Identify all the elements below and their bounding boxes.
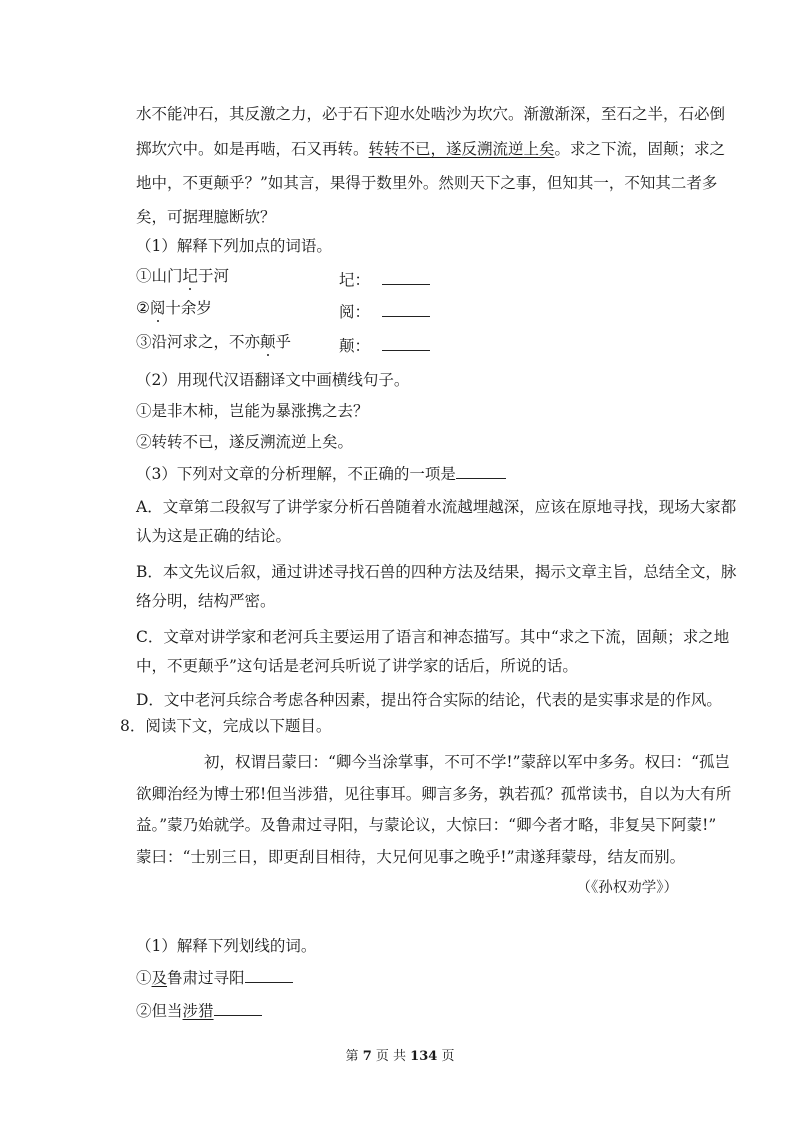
answer-label: 阅： [339, 303, 371, 321]
option-a-line-1: A．文章第二段叙写了讲学家分析石兽随着水流越埋越深，应该在原地寻找，现场大家都 [136, 498, 737, 516]
dotted-char: 颠 [260, 333, 276, 351]
page-number: 7 [362, 1049, 372, 1064]
q8-heading: 8．阅读下文，完成以下题目。 [120, 717, 332, 735]
option-b-line-2: 络分明，结构严密。 [136, 592, 276, 610]
answer-blank[interactable] [456, 464, 506, 479]
q2-prompt: （2）用现代汉语翻译文中画横线句子。 [136, 371, 410, 389]
item-number: ① [136, 267, 152, 285]
q1-item-2 [136, 298, 212, 318]
q2-sentence-2: ②转转不已，遂反溯流逆上矣。 [136, 433, 354, 451]
passage-line-2-post: 。求之下流，固颠；求之 [554, 140, 726, 158]
item-number: ② [136, 299, 150, 317]
q1-answer-3 [339, 336, 430, 356]
source-citation: （《孙权劝学》） [576, 880, 678, 896]
item-number: ① [136, 969, 152, 987]
q1-prompt: （1）解释下列加点的词语。 [136, 237, 332, 255]
item-text: 沿河求之，不亦 [151, 333, 261, 351]
option-c-line-1: C．文章对讲学家和老河兵主要运用了语言和神态描写。其中“求之下流，固颠；求之地 [136, 628, 730, 646]
item-text: 于河 [198, 267, 230, 285]
footer-text: 第 [345, 1049, 359, 1064]
answer-blank[interactable] [382, 336, 430, 351]
item-number: ② [136, 1002, 152, 1020]
answer-label: 颠： [339, 337, 371, 355]
q3-prompt-text: （3）下列对文章的分析理解，不正确的一项是 [136, 465, 456, 483]
option-c-line-2: 中，不更颠乎”这句话是老河兵听说了讲学家的话后，所说的话。 [136, 657, 578, 675]
answer-blank[interactable] [382, 302, 430, 317]
option-d-line-1: D．文中老河兵综合考虑各种因素，提出符合实际的结论，代表的是实事求是的作风。 [136, 691, 722, 709]
item-number: ③ [136, 333, 152, 351]
option-b-line-1: B．本文先议后叙，通过讲述寻找石兽的四种方法及结果，揭示文章主旨，总结全文，脉 [136, 563, 737, 581]
q8-passage-line-3: 益。”蒙乃始就学。及鲁肃过寻阳，与蒙论议，大惊曰：“卿今者才略，非复吴下阿蒙!” [136, 816, 717, 834]
q8-sub1-item-1 [136, 968, 293, 988]
page-footer [0, 1048, 800, 1066]
q8-sub1-prompt: （1）解释下列划线的词。 [136, 937, 317, 955]
item-text: 乎 [275, 333, 292, 351]
item-text: 但当 [151, 1002, 183, 1020]
answer-blank[interactable] [214, 1001, 262, 1016]
item-text: 十余岁 [165, 299, 212, 317]
answer-blank[interactable] [245, 968, 293, 983]
answer-label: 圮： [339, 271, 371, 289]
q8-passage-line-1: 初，权谓吕蒙曰：“卿今当涂掌事，不可不学!”蒙辞以军中多务。权曰：“孤岂 [204, 753, 731, 771]
underlined-word: 涉猎 [182, 1002, 214, 1020]
passage-line-3: 地中，不更颠乎？”如其言，果得于数里外。然则天下之事，但知其一，不知其二者多 [136, 174, 718, 192]
passage-line-1: 水不能冲石，其反激之力，必于石下迎水处啮沙为坎穴。渐激渐深，至石之半，石必倒 [136, 105, 726, 123]
passage-line-2-pre: 掷坎穴中。如是再啮，石又再转。 [136, 140, 369, 158]
underlined-word: 及 [151, 969, 168, 987]
q2-sentence-1: ①是非木柿，岂能为暴涨携之去？ [136, 402, 369, 420]
q8-sub1-item-2 [136, 1001, 262, 1021]
footer-text: 页 [441, 1049, 455, 1064]
total-pages: 134 [410, 1049, 438, 1064]
passage-line-4: 矣，可据理臆断欤？ [136, 208, 276, 226]
q1-answer-2 [339, 302, 430, 322]
dotted-char: 圮 [182, 267, 199, 285]
q8-passage-line-4: 蒙曰：“士别三日，即更刮目相待，大兄何见事之晚乎!”肃遂拜蒙母，结友而别。 [136, 848, 686, 866]
underlined-sentence: 转转不已，遂反溯流逆上矣 [368, 140, 555, 158]
option-a-line-2: 认为这是正确的结论。 [136, 527, 292, 545]
q1-answer-1 [339, 270, 430, 290]
answer-blank[interactable] [382, 270, 430, 285]
q8-passage-line-2: 欲卿治经为博士邪!但当涉猎，见往事耳。卿言多务，孰若孤？孤常读书，自以为大有所 [136, 785, 732, 803]
q3-prompt [136, 464, 506, 484]
q1-item-3 [136, 332, 291, 352]
footer-text: 页 共 [375, 1049, 407, 1064]
passage-line-2 [136, 139, 726, 159]
item-text: 山门 [151, 267, 183, 285]
item-text: 鲁肃过寻阳 [167, 969, 245, 987]
dotted-char: 阅 [149, 299, 166, 317]
q1-item-1 [136, 266, 229, 286]
